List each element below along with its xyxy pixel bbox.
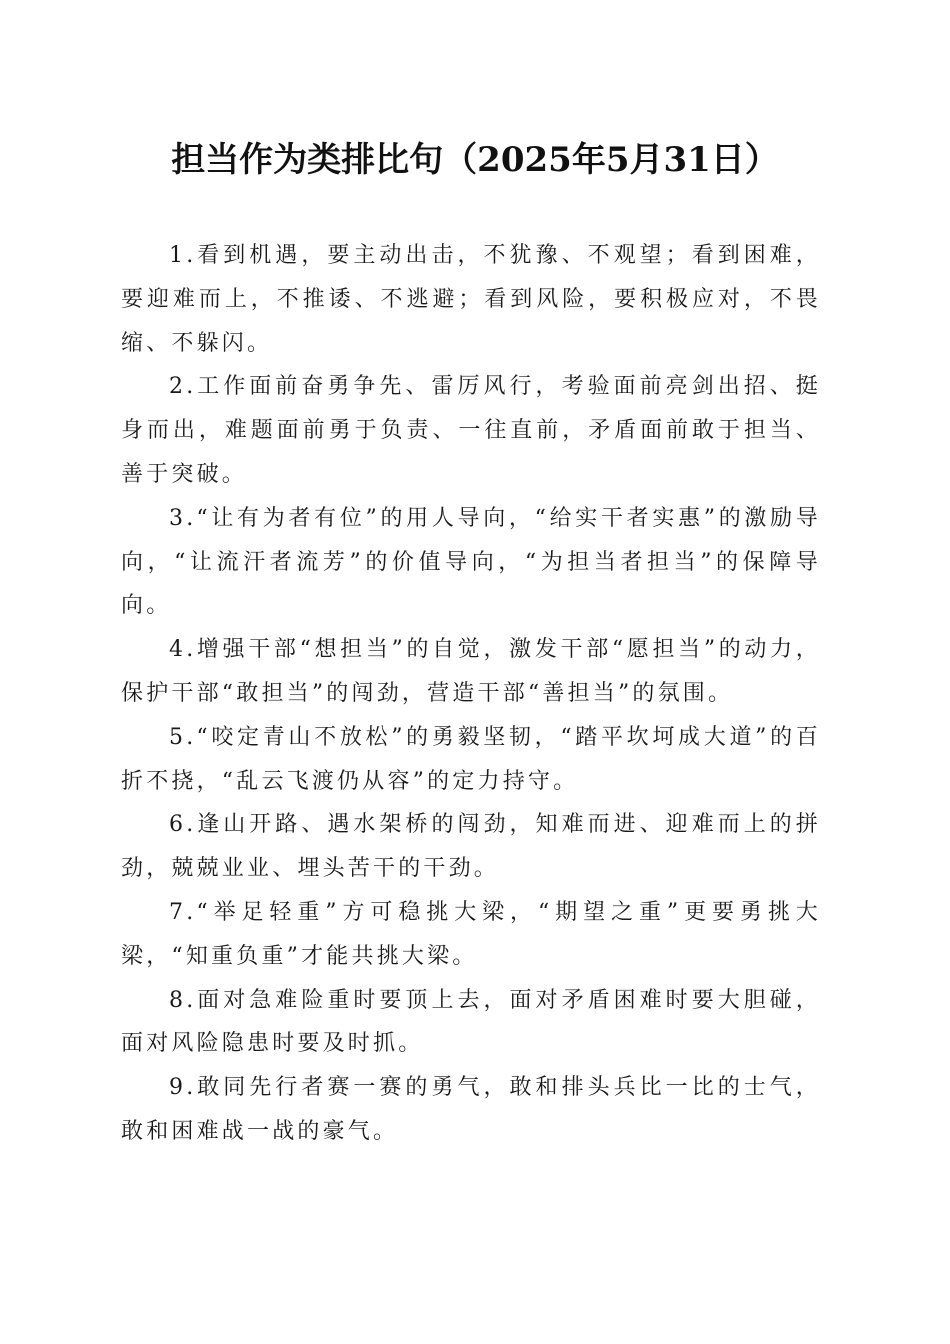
paragraph-4: 4.增强干部“想担当”的自觉，激发干部“愿担当”的动力，保护干部“敢担当”的闯劲，营造干部“善担当”的氛围。	[121, 637, 821, 706]
paragraph-8: 8.面对急难险重时要顶上去，面对矛盾困难时要大胆碰，面对风险隐患时要及时抓。	[121, 987, 821, 1057]
paragraph-5: 5.“咬定青山不放松”的勇毅坚韧，“踏平坎坷成大道”的百折不挠，“乱云飞渡仍从容”的定力持守。	[121, 724, 821, 794]
paragraph-9: 9.敢同先行者赛一赛的勇气，敢和排头兵比一比的士气，敢和困难战一战的豪气。	[121, 1075, 821, 1144]
paragraph-1: 1.看到机遇，要主动出击，不犹豫、不观望；看到困难，要迎难而上，不推诿、不逃避；看到风险，要积极应对，不畏缩、不躲闪。	[121, 243, 821, 356]
paragraph-6: 6.逢山开路、遇水架桥的闯劲，知难而进、迎难而上的拼劲，兢兢业业、埋头苦干的干劲。	[121, 812, 821, 882]
paragraph-2: 2.工作面前奋勇争先、雷厉风行，考验面前亮剑出招、挺身而出，难题面前勇于负责、一往直前，矛盾面前敢于担当、善于突破。	[121, 374, 821, 487]
document-body	[121, 234, 821, 1154]
paragraph-3: 3.“让有为者有位”的用人导向，“给实干者实惠”的激励导向，“让流汗者流芳”的价值导向，“为担当者担当”的保障导向。	[121, 505, 821, 619]
paragraph-7: 7.“举足轻重”方可稳挑大梁，“期望之重”更要勇挑大梁，“知重负重”才能共挑大梁。	[121, 899, 821, 969]
document-title: 担当作为类排比句（2025年5月31日）	[171, 140, 779, 180]
